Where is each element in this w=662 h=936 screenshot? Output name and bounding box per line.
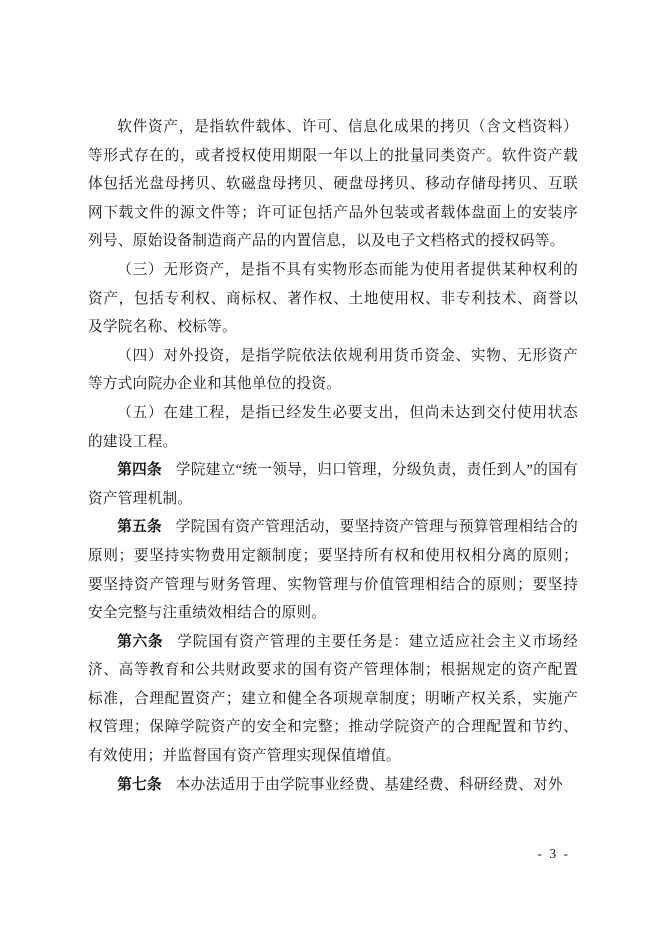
paragraph-external-investment	[88, 342, 578, 399]
article-number: 第七条	[117, 776, 162, 793]
page-number: - 3 -	[537, 846, 570, 861]
paragraph-text: 软件资产，是指软件载体、许可、信息化成果的拷贝（含文档资料）等形式存在的，或者授权使用期限一年以上的批量同类资产。软件资产载体包括光盘母拷贝、软磁盘母拷贝、硬盘母拷贝、移动存储母拷贝、互联网下载文件的源文件等；许可证包括产品外包装或者载体盘面上的安装序列号、原始设备制造商产品的内置信息，以及电子文档格式的授权码等。	[88, 119, 578, 250]
paragraph-intangible-assets	[88, 256, 578, 342]
paragraph-text: （五）在建工程，是指已经发生必要支出，但尚未达到交付使用状态的建设工程。	[88, 404, 578, 450]
paragraph-article-4	[88, 456, 578, 513]
article-number: 第五条	[117, 519, 162, 536]
paragraph-article-5	[88, 513, 578, 627]
paragraph-article-7	[88, 771, 578, 800]
article-number: 第四条	[117, 462, 163, 479]
document-body	[88, 113, 578, 799]
paragraph-text: 学院国有资产管理的主要任务是：建立适应社会主义市场经济、高等教育和公共财政要求的国有资产管理体制；根据规定的资产配置标准，合理配置资产；建立和健全各项规章制度；明晰产权关系，实施产权管理；保障学院资产的安全和完整；推动学院资产的合理配置和节约、有效使用；并监督国有资产管理实现保值增值。	[88, 633, 578, 765]
paragraph-text: （三）无形资产，是指不具有实物形态而能为使用者提供某种权利的资产，包括专利权、商标权、著作权、土地使用权、非专利技术、商誉以及学院名称、校标等。	[88, 261, 578, 336]
paragraph-text: 学院建立“统一领导，归口管理，分级负责，责任到人”的国有资产管理机制。	[88, 462, 579, 507]
paragraph-text: 本办法适用于由学院事业经费、基建经费、科研经费、对外	[175, 776, 563, 793]
paragraph-construction-in-progress	[88, 399, 578, 456]
paragraph-text: 学院国有资产管理活动，要坚持资产管理与预算管理相结合的原则；要坚持实物费用定额制度；要坚持所有权和使用权相分离的原则；要坚持资产管理与财务管理、实物管理与价值管理相结合的原则；要坚持安全完整与注重绩效相结合的原则。	[88, 519, 578, 622]
paragraph-text: （四）对外投资，是指学院依法依规利用货币资金、实物、无形资产等方式向院办企业和其他单位的投资。	[88, 347, 578, 393]
paragraph-article-6	[88, 628, 578, 771]
paragraph-software-assets	[88, 113, 578, 256]
article-number: 第六条	[117, 633, 164, 650]
